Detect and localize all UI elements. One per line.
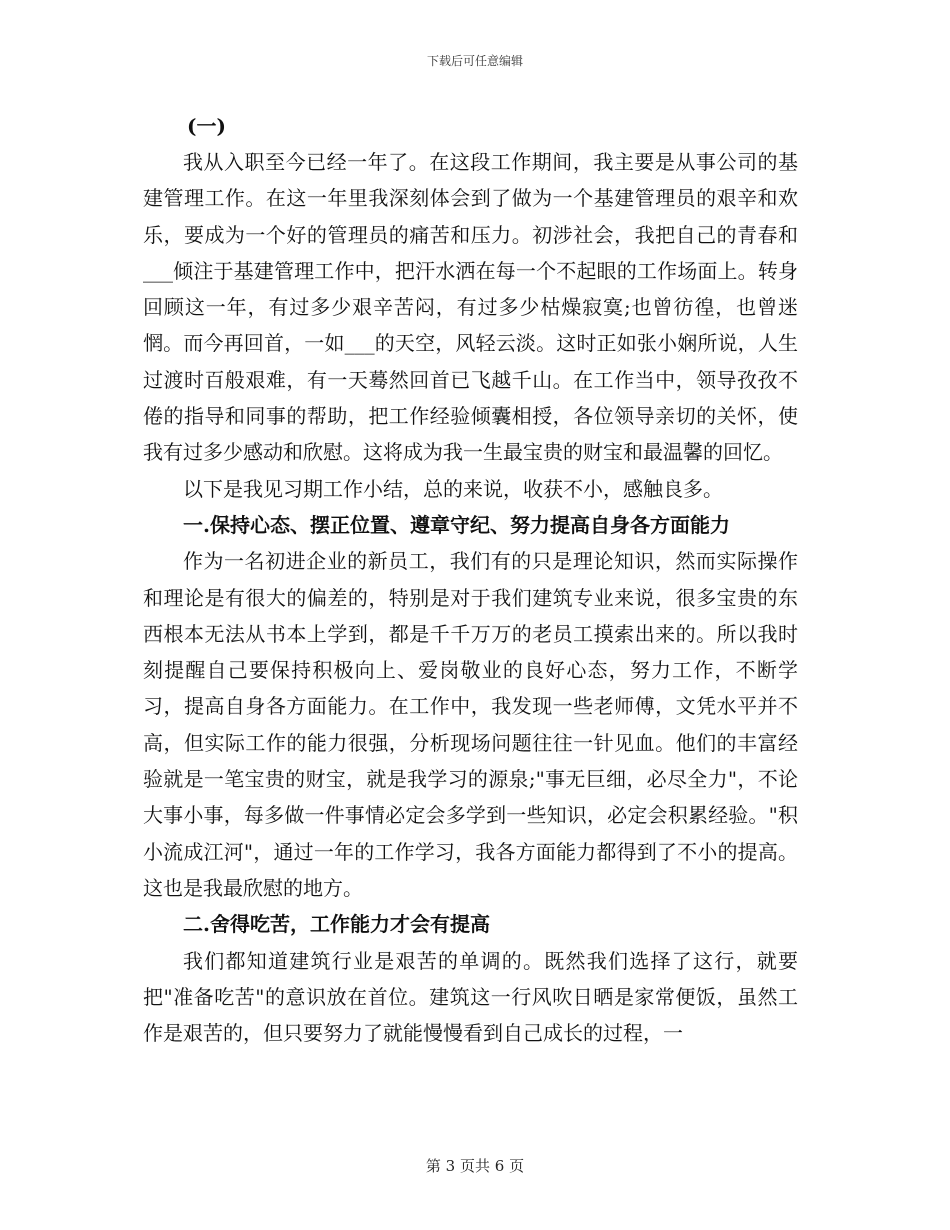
paragraph: 我从入职至今已经一年了。在这段工作期间，我主要是从事公司的基建管理工作。在这一年里我深刻体会到了做为一个基建管理员的艰辛和欢乐，要成为一个好的管理员的痛苦和压力。初涉社会，我把自己的青春和___倾注于基建管理工作中，把汗水洒在每一个不起眼的工作场面上。转身回顾这一年，有过多少艰辛苦闷，有过多少枯燥寂寞;也曾彷徨，也曾迷惘。而今再回首，一如___的天空，风轻云淡。这时正如张小娴所说，人生过渡时百般艰难，有一天蓦然回首已飞越千山。在工作当中，领导孜孜不倦的指导和同事的帮助，把工作经验倾囊相授，各位领导亲切的关怀，使我有过多少感动和欣慰。这将成为我一生最宝贵的财宝和最温馨的回忆。 xyxy=(143,150,798,465)
section-heading: 一.保持心态、摆正位置、遵章守纪、努力提高自身各方面能力 xyxy=(183,512,730,537)
document-body xyxy=(143,108,798,1051)
paragraph: 作为一名初进企业的新员工，我们有的只是理论知识，然而实际操作和理论是有很大的偏差的，特别是对于我们建筑专业来说，很多宝贵的东西根本无法从书本上学到，都是千千万万的老员工摸索出来的。所以我时刻提醒自己要保持积极向上、爱岗敬业的良好心态，努力工作，不断学习，提高自身各方面能力。在工作中，我发现一些老师傅，文凭水平并不高，但实际工作的能力很强，分析现场问题往往一针见血。他们的丰富经验就是一笔宝贵的财宝，就是我学习的源泉;"事无巨细，必尽全力"，不论大事小事，每多做一件事情必定会多学到一些知识，必定会积累经验。"积小流成江河"，通过一年的工作学习，我各方面能力都得到了不小的提高。这也是我最欣慰的地方。 xyxy=(143,549,798,900)
page-footer: 第 3 页共 6 页 xyxy=(425,1157,525,1175)
paragraph: 我们都知道建筑行业是艰苦的单调的。既然我们选择了这行，就要把"准备吃苦"的意识放在首位。建筑这一行风吹日晒是家常便饭，虽然工作是艰苦的，但只要努力了就能慢慢看到自己成长的过程，一 xyxy=(143,948,798,1046)
page-header: 下载后可任意编辑 xyxy=(426,54,523,68)
section-heading: 二.舍得吃苦，工作能力才会有提高 xyxy=(183,912,490,937)
section-mark: (一) xyxy=(187,114,226,138)
paragraph: 以下是我见习期工作小结，总的来说，收获不小，感触良多。 xyxy=(183,476,723,501)
